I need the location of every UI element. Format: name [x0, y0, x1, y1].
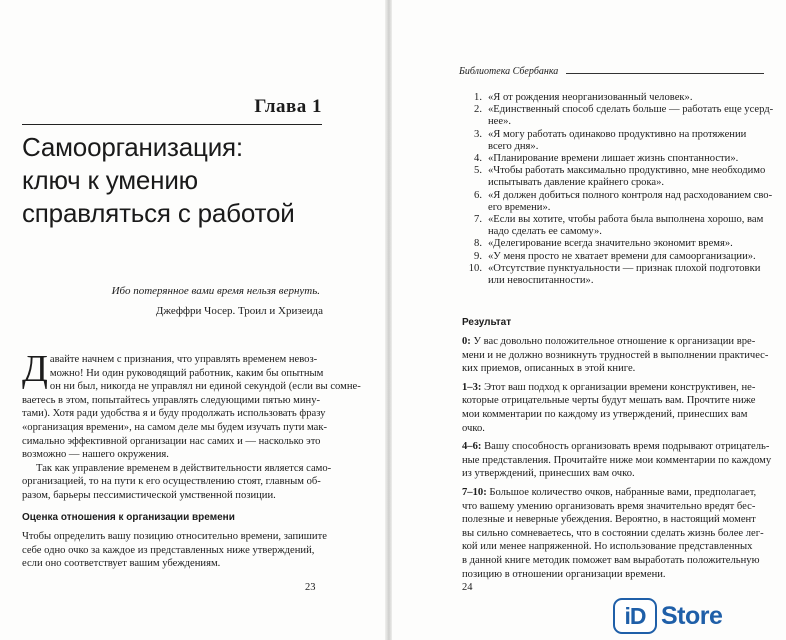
- statement-item: [462, 153, 762, 165]
- statement-item: [462, 92, 762, 104]
- statement-item: [462, 104, 774, 128]
- result-line: кой или менее напряженной. Но использование представленных: [462, 541, 753, 553]
- statement-item: [462, 251, 762, 263]
- statement-line: «Чтобы работать максимально продуктивно, мне необходимо: [488, 165, 766, 177]
- result-paragraph: [462, 335, 772, 376]
- statement-line: надо сделать ее самому».: [488, 226, 602, 238]
- logo-word: Store: [661, 601, 723, 630]
- statement-line: нее».: [488, 116, 512, 128]
- result-first-line: [462, 335, 772, 349]
- text-line: Чтобы определить вашу позицию относительно времени, запишите: [22, 531, 327, 542]
- statement-number: 8.: [474, 238, 482, 250]
- chapter-title-line: Самоорганизация:: [22, 132, 243, 162]
- statement-item: [462, 238, 762, 250]
- result-line-text: У вас довольно положительное отношение к организации вре-: [470, 336, 756, 347]
- text-line: тами). Хотя ради удобства я и буду продолжать использовать фразу: [22, 408, 326, 420]
- text-line: можно! Ни один руководящий работник, каким бы опытным: [49, 367, 324, 379]
- statement-number: 10.: [468, 262, 482, 274]
- result-line: ные представления. Прочитайте ниже мои комментарии по каждому: [462, 454, 772, 466]
- result-line: очко.: [462, 422, 485, 434]
- store-logo: [613, 597, 783, 635]
- statement-line: «Отсутствие пунктуальности — признак плохой подготовки: [488, 262, 761, 274]
- statement-number: 2.: [474, 104, 482, 116]
- statement-line: «У меня просто не хватает времени для самоорганизации».: [488, 250, 756, 262]
- statement-line: «Я от рождения неорганизованный человек».: [488, 92, 693, 103]
- drop-cap: Д: [22, 348, 48, 390]
- statement-line: «Я должен добиться полного контроля над расходованием сво-: [488, 189, 773, 201]
- statement-item: [462, 129, 762, 153]
- result-score-range: 1–3:: [462, 381, 482, 393]
- statement-number: 3.: [474, 128, 482, 140]
- text-line: себе одно очко за каждое из представленных ниже утверждений,: [22, 544, 315, 556]
- result-line-text: Этот ваш подход к организации времени конструктивен, не-: [481, 381, 756, 393]
- statement-number: 6.: [474, 189, 482, 201]
- result-heading: Результат: [462, 317, 512, 328]
- left-page: [0, 0, 385, 640]
- statement-line: «Я могу работать одинаково продуктивно на протяжении: [488, 128, 747, 140]
- page-number-right: 24: [462, 582, 473, 593]
- result-line: ких приемов, описанных в этой книге.: [462, 363, 636, 375]
- chapter-rule: [22, 124, 322, 125]
- result-line-text: Вашу способность организовать время подрывают отрицатель-: [481, 441, 770, 453]
- statement-line: «Планирование времени лишает жизнь спонтанности».: [488, 153, 739, 165]
- result-line: мени и не должно возникнуть трудностей в выполнении практичес-: [462, 349, 769, 361]
- statement-number: 9.: [474, 250, 482, 262]
- statement-item: [462, 165, 766, 189]
- statement-line: «Если вы хотите, чтобы работа была выполнена хорошо, вам: [488, 214, 764, 226]
- text-line: Так как управление временем в действительности является само-: [36, 462, 332, 474]
- text-line: возможно — нашего окружения.: [22, 449, 169, 461]
- result-paragraph: [462, 440, 772, 481]
- text-line: «организация времени», на самом деле мы будем изучать пути мак-: [22, 421, 328, 433]
- statement-number: 4.: [474, 153, 482, 165]
- section-text: [22, 530, 332, 571]
- result-line: в данной книге методик поможет вам выработать положительную: [462, 554, 760, 566]
- result-first-line: [462, 440, 772, 454]
- logo-box-text: iD: [624, 602, 646, 629]
- result-line: позицию в отношении организации времени.: [462, 568, 666, 580]
- chapter-title: [22, 131, 352, 230]
- text-line: организацией, то на пути к его осуществлению стоят, главным об-: [22, 476, 321, 488]
- intro-text: [22, 348, 361, 503]
- result-paragraph: [462, 381, 772, 435]
- result-first-line: [462, 381, 772, 395]
- running-head: Библиотека Сбербанка: [459, 66, 559, 77]
- result-score-range: 7–10:: [462, 486, 487, 498]
- page-number-left: 23: [305, 582, 316, 593]
- statement-line: его времени».: [488, 201, 551, 213]
- chapter-title-line: справляться с работой: [22, 198, 295, 228]
- chapter-label: Глава 1: [254, 96, 322, 117]
- result-line: что вашему умению организовать время значительно вредят бес-: [462, 500, 756, 512]
- text-line: если оно соответствует вашим убеждениям.: [22, 558, 221, 570]
- epigraph-source: Джеффри Чосер. Троил и Хризеида: [155, 305, 323, 317]
- text-line: симально эффективной организации нас самих и — насколько это: [22, 435, 321, 447]
- result-paragraph: [462, 486, 772, 581]
- statement-number: 7.: [474, 214, 482, 226]
- section-heading: Оценка отношения к организации времени: [22, 512, 235, 523]
- statement-line: испытывать давление крайнего срока».: [488, 177, 665, 189]
- right-page: [392, 0, 786, 640]
- chapter-title-line: ключ к умению: [22, 165, 198, 195]
- result-line: мои комментарии по каждому из утверждений, принесших вам: [462, 408, 748, 420]
- running-head-rule: [566, 73, 764, 74]
- result-text: [462, 335, 772, 586]
- statement-number: 1.: [474, 92, 482, 103]
- statement-line: «Единственный способ сделать больше — работать еще усерд-: [488, 104, 774, 116]
- statement-line: или невоспитанности».: [488, 275, 594, 287]
- text-line: ваетесь в этом, попытайтесь управлять следующими пятью мину-: [22, 394, 321, 406]
- logo-box: [613, 598, 657, 634]
- statement-line: «Делегирование всегда значительно экономит время».: [488, 238, 733, 250]
- result-line: которые отрицательные черты будут мешать вам. Прочтите ниже: [462, 395, 756, 407]
- result-line: из утверждений, принесших вам очко.: [462, 468, 635, 480]
- statement-item: [462, 214, 762, 238]
- statement-list: [462, 92, 774, 287]
- statement-line: всего дня».: [488, 140, 539, 152]
- text-line: он ни был, никогда не управлял ни единой секундой (если вы сомне-: [49, 381, 361, 393]
- result-line-text: Большое количество очков, набранные вами, предполагает,: [486, 486, 757, 498]
- book-gutter: [385, 0, 392, 640]
- epigraph: Ибо потерянное вами время нельзя вернуть.: [111, 285, 320, 297]
- result-line: вы сильно сомневаетесь, что в состоянии сделать жизнь более лег-: [462, 527, 764, 539]
- statement-item: [462, 189, 773, 214]
- text-line: авайте начнем с признания, что управлять временем невоз-: [49, 354, 318, 365]
- statement-number: 5.: [474, 165, 482, 177]
- result-score-range: 0:: [462, 336, 471, 347]
- statement-item: [462, 263, 762, 287]
- result-first-line: [462, 486, 772, 500]
- result-line: полезные и неверные убеждения. Вероятно, в настоящий момент: [462, 514, 756, 526]
- text-line: разом, барьеры пессимистической умственной позиции.: [22, 489, 276, 501]
- result-score-range: 4–6:: [462, 441, 482, 453]
